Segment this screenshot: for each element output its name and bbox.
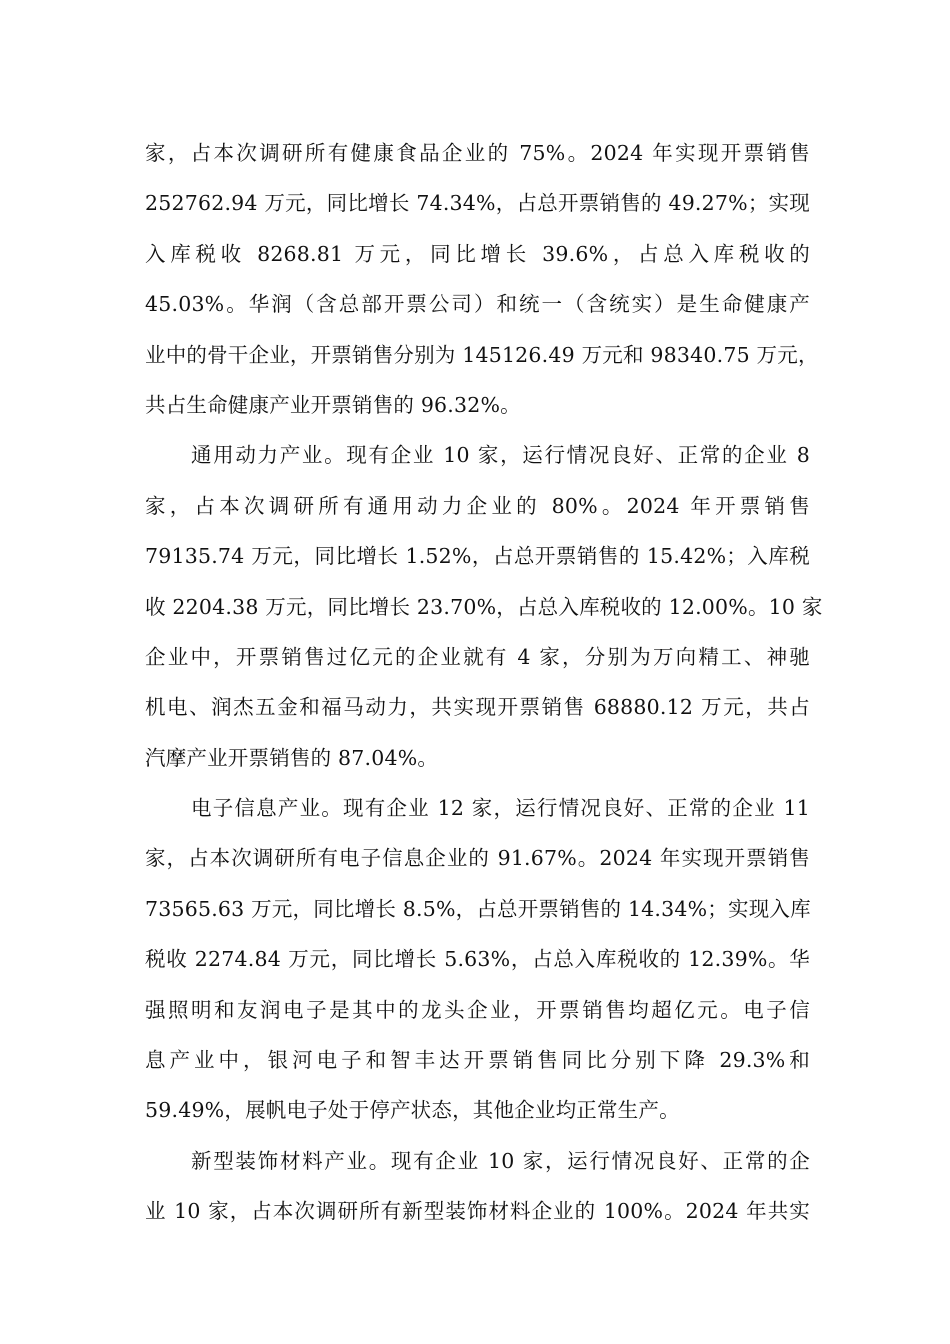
text-line: 业 10 家，占本次调研所有新型装饰材料企业的 100%。2024 年共实: [145, 1199, 810, 1224]
paragraph-health-food: [145, 128, 819, 430]
text-line: 收 2204.38 万元，同比增长 23.70%，占总入库税收的 12.00%。10 家: [145, 594, 823, 619]
text-line: 45.03%。华润（含总部开票公司）和统一（含统实）是生命健康产: [145, 292, 810, 317]
text-line: 家，占本次调研所有通用动力企业的 80%。2024 年开票销售: [145, 493, 810, 518]
text-line: 汽摩产业开票销售的 87.04%。: [145, 745, 439, 770]
text-line: 税收 2274.84 万元，同比增长 5.63%，占总入库税收的 12.39%。华: [145, 947, 810, 972]
text-line: 企业中，开票销售过亿元的企业就有 4 家，分别为万向精工、神驰: [145, 644, 810, 669]
text-line: 入库税收 8268.81 万元，同比增长 39.6%，占总入库税收的: [145, 241, 810, 266]
text-line: 73565.63 万元，同比增长 8.5%，占总开票销售的 14.34%；实现入库: [145, 896, 811, 921]
text-line: 机电、润杰五金和福马动力，共实现开票销售 68880.12 万元，共占: [145, 695, 810, 720]
document-body: [145, 128, 823, 1237]
text-line: 79135.74 万元，同比增长 1.52%，占总开票销售的 15.42%；入库税: [145, 544, 810, 569]
paragraph-general-power: [145, 430, 823, 783]
text-line: 家，占本次调研所有健康食品企业的 75%。2024 年实现开票销售: [145, 141, 810, 165]
text-line: 通用动力产业。现有企业 10 家，运行情况良好、正常的企业 8: [191, 443, 810, 468]
text-line: 家，占本次调研所有电子信息企业的 91.67%。2024 年实现开票销售: [145, 846, 810, 871]
text-line: 共占生命健康产业开票销售的 96.32%。: [145, 392, 521, 417]
text-line: 强照明和友润电子是其中的龙头企业，开票销售均超亿元。电子信: [145, 997, 810, 1022]
paragraph-decoration-materials: [145, 1136, 810, 1237]
text-line: 59.49%，展帆电子处于停产状态，其他企业均正常生产。: [145, 1098, 680, 1123]
paragraph-electronic-info: [145, 783, 810, 1136]
text-line: 新型装饰材料产业。现有企业 10 家，运行情况良好、正常的企: [191, 1148, 810, 1173]
text-line: 业中的骨干企业，开票销售分别为 145126.49 万元和 98340.75 万元，: [145, 342, 819, 367]
text-line: 息产业中，银河电子和智丰达开票销售同比分别下降 29.3%和: [145, 1048, 810, 1073]
text-line: 电子信息产业。现有企业 12 家，运行情况良好、正常的企业 11: [191, 796, 810, 821]
text-line: 252762.94 万元，同比增长 74.34%，占总开票销售的 49.27%；实现: [145, 191, 810, 216]
